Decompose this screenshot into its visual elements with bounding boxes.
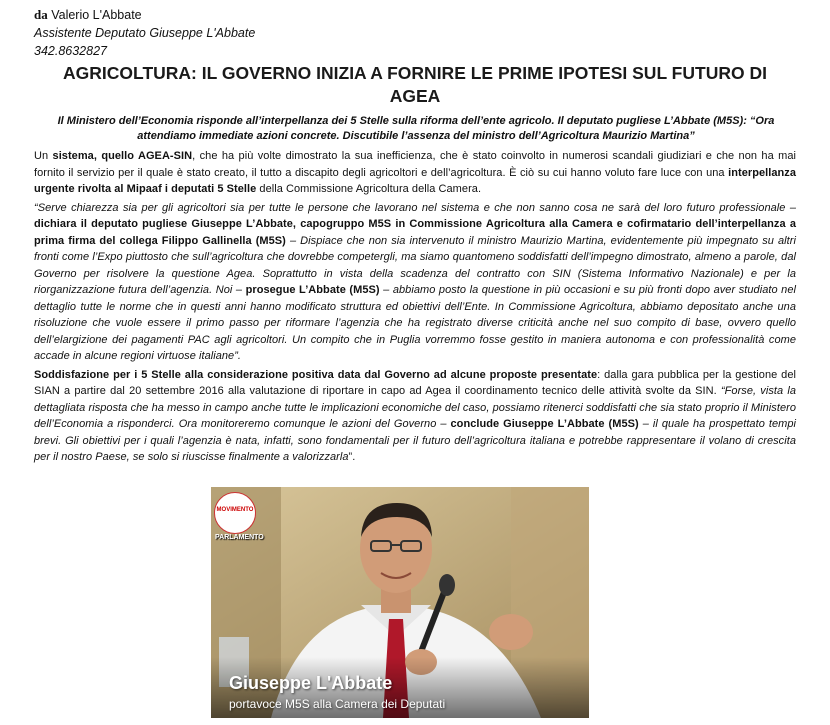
text-run: della Commissione Agricoltura della Camera. xyxy=(256,183,482,195)
bold-run: Soddisfazione per i 5 Stelle alla considerazione positiva data dal Governo ad alcune proposte presentate xyxy=(34,368,598,381)
logo-subtitle: PARLAMENTO xyxy=(215,534,264,541)
logo-text: MOVIMENTO xyxy=(216,507,254,513)
bold-run: interpellanza urgente rivolta al Mipaaf i deputati 5 Stelle xyxy=(34,166,796,195)
author-name: Valerio L'Abbate xyxy=(51,8,142,22)
italic-run: – Dispiace che non sia intervenuto il ministro Maurizio Martina, evidentemente più impegnato su altri fronti come l’Expo piuttosto che sull’agricoltura che dovrebbe competergli, ma siamo quantomeno soddisfatti dell’impegno dimostrato, almeno a parole, dal Governo per risolvere la questione Agea. Soprattutto in vista della scadenza del contratto con SIN (Sistema Informativo Nazionale) e per la riorganizzazione futura dell’agenzia. Noi – xyxy=(34,234,796,296)
paragraph-intro xyxy=(34,148,796,198)
bold-run: dichiara il deputato pugliese Giuseppe L’Abbate, capogruppo M5S in Commissione Agricoltura alla Camera e cofirmatario dell’interpellanza a prima firma del collega Filippo Gallinella (M5S) xyxy=(34,218,796,247)
paragraph-quote xyxy=(34,200,796,365)
italic-run: – il quale ha prospettato tempi brevi. Gli obiettivi per i quali l’agenzia è nata, infatti, sono fondamentali per il futuro dell’agricoltura italiana e potrebbe rappresentare il volano di crescita per il nostro Paese, se solo si riuscisse finalmente a valorizzarla xyxy=(34,418,796,463)
bold-run: sistema, quello AGEA-SIN xyxy=(52,150,193,162)
italic-run: – abbiamo posto la questione in più occasioni e su più fronti dopo aver studiato nel dettaglio tutte le norme che in questi anni hanno modificato struttura ed obiettivi dell’Ente. In Commissione Agricoltura, abbiamo depositato anche una risoluzione che vuole essere il primo passo per riformare l’agenzia che ha registrato diverse criticità anche nel suo compito di base, ovvero quello dell’elargizione dei pagamenti PAC agli agricoltori. Un compito che in Puglia vorremmo fosse gestito in maniera autonoma e con professionalità come accade in alcune regioni virtuose italiane”. xyxy=(34,284,796,362)
author-header xyxy=(34,6,255,60)
paragraph-conclusion xyxy=(34,367,796,466)
from-label: da xyxy=(34,7,48,22)
text-run: , che ha più volte dimostrato la sua inefficienza, che è stato coinvolto in numerosi scandali giudiziari e che non ha mai fornito il servizio per il quale è stato creato, il tutto a discapito degli agricoltori e dell’agricoltura. È ciò su cui hanno voluto fare luce con una xyxy=(34,150,796,179)
article-subtitle: Il Ministero dell’Economia risponde all’interpellanza dei 5 Stelle sulla riforma dell’ente agricolo. Il deputato pugliese L’Abbate (M5S): “Ora attendiamo immediate azioni concrete. Discutibile l’assenza del ministro dell’Agricoltura Maurizio Martina” xyxy=(57,115,775,142)
text-run: : dalla gara pubblica per la gestione del SIAN a partire dal 20 settembre 2016 alla valutazione di riportare in capo ad Agea il coordinamento tecnico delle attività svolte da SIN. xyxy=(34,368,796,397)
article-title: AGRICOLTURA: IL GOVERNO INIZIA A FORNIRE LE PRIME IPOTESI SUL FUTURO DI AGEA xyxy=(63,63,767,106)
author-line xyxy=(34,6,255,24)
italic-run: “Serve chiarezza sia per gli agricoltori sia per tutte le persone che lavorano nel sistema e che non sanno cosa ne sarà del loro futuro professionale – xyxy=(34,201,796,214)
bold-run: prosegue L’Abbate (M5S) xyxy=(245,284,380,296)
bold-run: conclude Giuseppe L’Abbate (M5S) xyxy=(450,418,639,430)
article-body xyxy=(34,148,796,466)
author-phone: 342.8632827 xyxy=(34,44,107,58)
text-run: ”. xyxy=(348,451,356,463)
m5s-logo xyxy=(214,492,256,534)
author-role: Assistente Deputato Giuseppe L'Abbate xyxy=(34,26,256,40)
speaker-photo xyxy=(211,487,589,718)
caption-name: Giuseppe L'Abbate xyxy=(229,673,393,693)
text-run: Un xyxy=(34,150,53,162)
italic-run: “Forse, vista la dettagliata risposta che ha messo in campo anche tutte le implicazioni economiche del caso, possiamo ritenerci soddisfatti che sia stato proprio il Ministero dell’Economia a risponderci. Ora monitoreremo comunque le azioni del Governo – xyxy=(34,385,796,430)
caption-role: portavoce M5S alla Camera dei Deputati xyxy=(229,697,446,711)
